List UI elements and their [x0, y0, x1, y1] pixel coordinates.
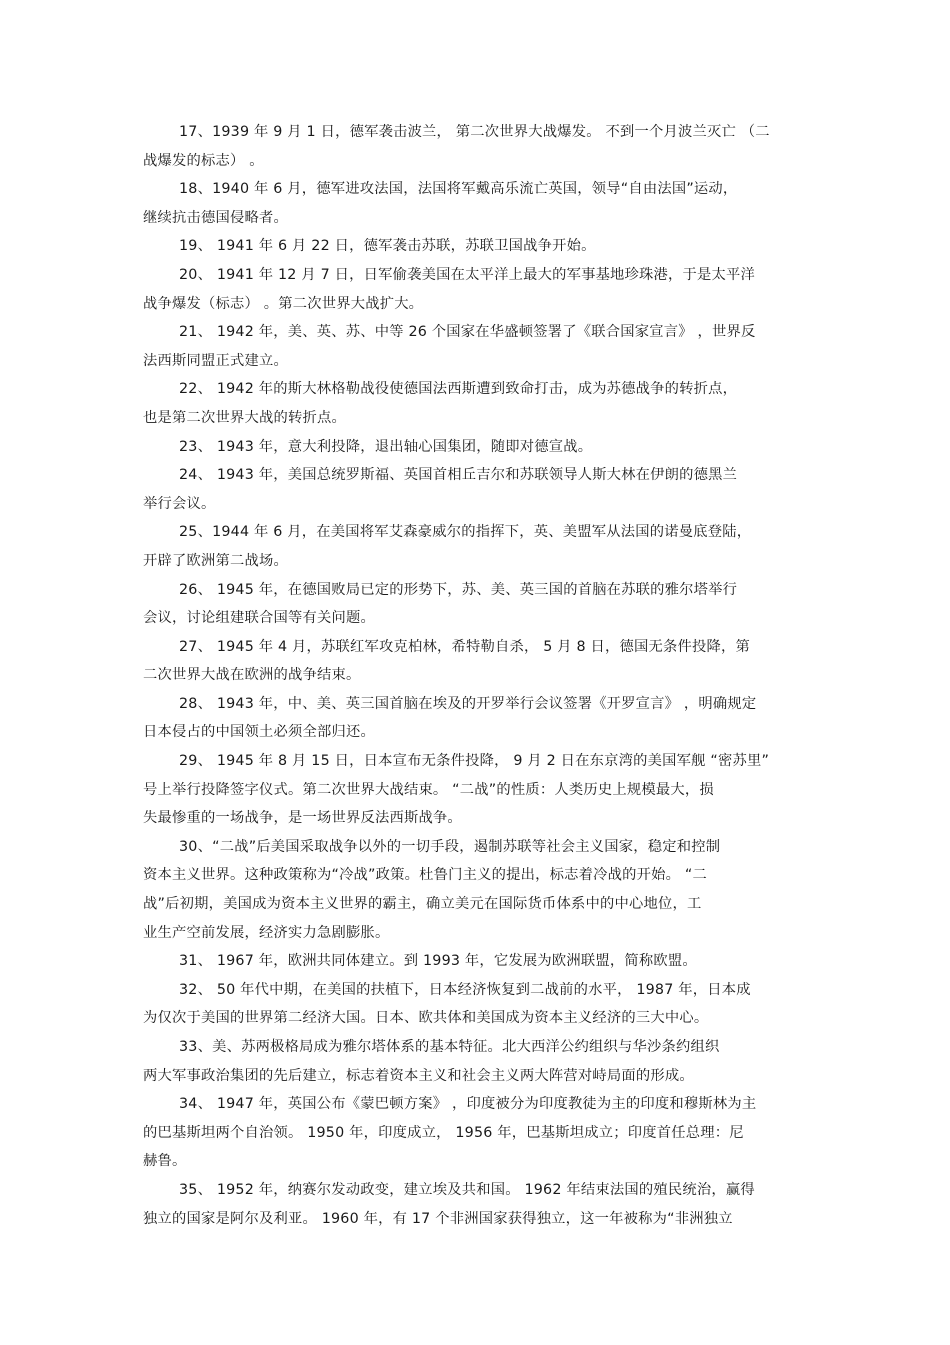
- text-line: 两大军事政治集团的先后建立，标志着资本主义和社会主义两大阵营对峙局面的形成。: [143, 1067, 694, 1084]
- text-line: 资本主义世界。这种政策称为“冷战”政策。杜鲁门主义的提出，标志着冷战的开始。 “二: [143, 867, 707, 884]
- text-line: 20、 1941 年 12 月 7 日，日军偷袭美国在太平洋上最大的军事基地珍珠港，于是太平洋: [179, 266, 756, 283]
- text-line: 22、 1942 年的斯大林格勒战役使德国法西斯遭到致命打击，成为苏德战争的转折点，: [179, 381, 738, 398]
- text-line: 33、美、苏两极格局成为雅尔塔体系的基本特征。北大西洋公约组织与华沙条约组织: [179, 1039, 720, 1055]
- text-line: 35、 1952 年，纳赛尔发动政变，建立埃及共和国。 1962 年结束法国的殖民统治，赢得: [179, 1181, 755, 1198]
- text-line: 会议，讨论组建联合国等有关问题。: [143, 610, 375, 627]
- text-line: 也是第二次世界大战的转折点。: [143, 409, 346, 426]
- text-line: 日本侵占的中国领土必须全部归还。: [143, 724, 375, 741]
- text-line: 21、 1942 年，美、英、苏、中等 26 个国家在华盛顿签署了《联合国家宣言》 ，世界反: [179, 324, 756, 341]
- text-line: 24、 1943 年，美国总统罗斯福、英国首相丘吉尔和苏联领导人斯大林在伊朗的德黑兰: [179, 467, 738, 484]
- text-line: 继续抗击德国侵略者。: [143, 209, 288, 226]
- text-line: 号上举行投降签字仪式。第二次世界大战结束。 “二战”的性质：人类历史上规模最大，损: [143, 781, 714, 798]
- text-line: 战争爆发（标志） 。第二次世界大战扩大。: [143, 295, 424, 312]
- text-line: 战爆发的标志） 。: [143, 152, 264, 169]
- document-body: [143, 118, 808, 1233]
- text-line: 法西斯同盟正式建立。: [143, 352, 288, 369]
- text-line: 23、 1943 年，意大利投降，退出轴心国集团，随即对德宣战。: [179, 438, 593, 455]
- text-line: 18、1940 年 6 月，德军进攻法国，法国将军戴高乐流亡英国，领导“自由法国”运动，: [179, 181, 738, 198]
- text-line: 26、 1945 年，在德国败局已定的形势下，苏、美、英三国的首脑在苏联的雅尔塔举行: [179, 581, 738, 598]
- text-line: 举行会议。: [143, 495, 216, 512]
- text-line: 32、 50 年代中期，在美国的扶植下，日本经济恢复到二战前的水平， 1987 年，日本成: [179, 981, 751, 998]
- text-line: 17、1939 年 9 月 1 日，德军袭击波兰， 第二次世界大战爆发。 不到一个月波兰灭亡 （二: [179, 124, 770, 140]
- text-line: 的巴基斯坦两个自治领。 1950 年，印度成立， 1956 年，巴基斯坦成立；印度首任总理：尼: [143, 1124, 744, 1141]
- text-line: 19、 1941 年 6 月 22 日，德军袭击苏联，苏联卫国战争开始。: [179, 238, 596, 255]
- text-line: 赫鲁。: [143, 1153, 187, 1170]
- text-line: 25、1944 年 6 月，在美国将军艾森豪威尔的指挥下，英、美盟军从法国的诺曼底登陆，: [179, 524, 752, 541]
- text-line: 34、 1947 年，英国公布《蒙巴顿方案》 ，印度被分为印度教徒为主的印度和穆斯林为主: [179, 1096, 757, 1113]
- text-line: 业生产空前发展，经济实力急剧膨胀。: [143, 924, 390, 941]
- text-line: 开辟了欧洲第二战场。: [143, 552, 288, 569]
- text-line: 独立的国家是阿尔及利亚。 1960 年，有 17 个非洲国家获得独立，这一年被称为“非洲独立: [143, 1210, 733, 1227]
- text-line: 二次世界大战在欧洲的战争结束。: [143, 667, 361, 684]
- text-line: 战”后初期，美国成为资本主义世界的霸主，确立美元在国际货币体系中的中心地位，工: [143, 896, 702, 913]
- text-line: 31、 1967 年，欧洲共同体建立。到 1993 年，它发展为欧洲联盟，简称欧盟。: [179, 953, 697, 970]
- text-line: 30、“二战”后美国采取战争以外的一切手段，遏制苏联等社会主义国家，稳定和控制: [179, 838, 721, 855]
- text-line: 29、 1945 年 8 月 15 日，日本宣布无条件投降， 9 月 2 日在东京湾的美国军舰 “密苏里”: [179, 753, 770, 770]
- text-line: 为仅次于美国的世界第二经济大国。日本、欧共体和美国成为资本主义经济的三大中心。: [143, 1010, 709, 1027]
- text-line: 28、 1943 年，中、美、英三国首脑在埃及的开罗举行会议签署《开罗宣言》 ，明确规定: [179, 695, 757, 712]
- text-line: 失最惨重的一场战争，是一场世界反法西斯战争。: [143, 810, 462, 827]
- text-line: 27、 1945 年 4 月，苏联红军攻克柏林，希特勒自杀， 5 月 8 日，德国无条件投降，第: [179, 638, 751, 655]
